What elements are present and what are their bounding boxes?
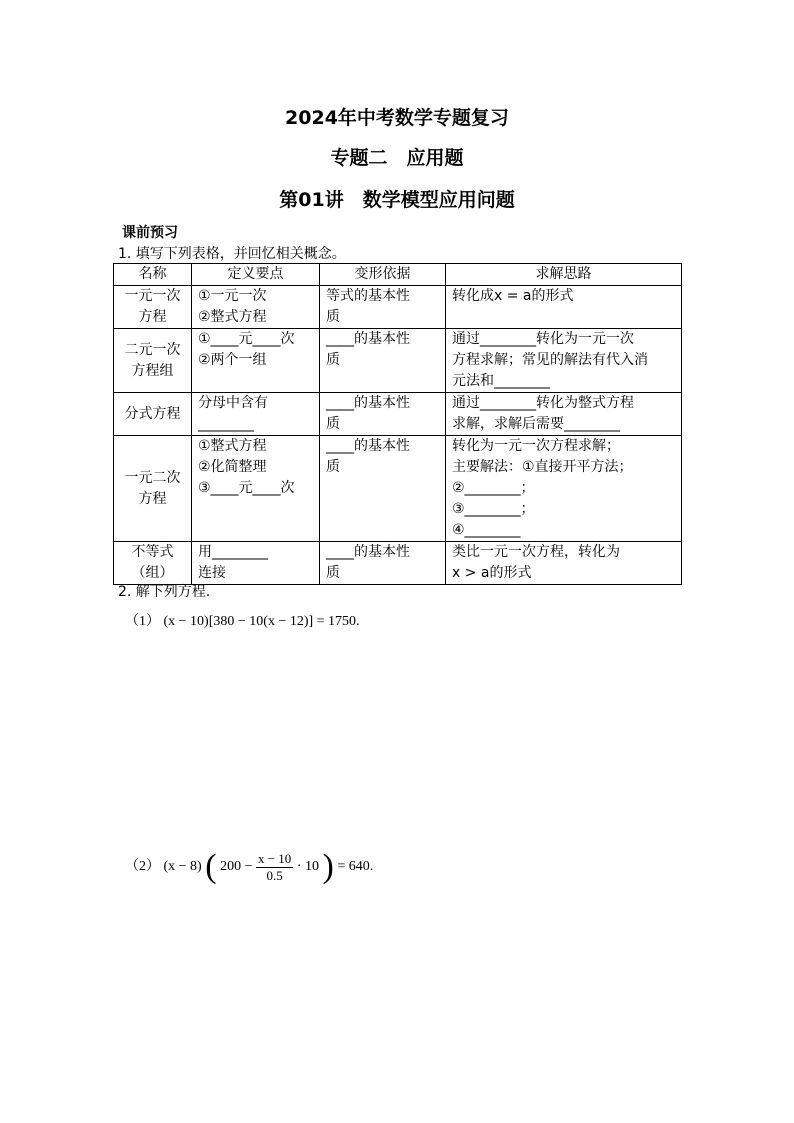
cell-basis bbox=[320, 329, 446, 393]
cell-method bbox=[446, 436, 682, 542]
header-definition: 定义要点 bbox=[192, 264, 320, 286]
equation-2-inner-a: 200 − bbox=[220, 859, 253, 875]
cell-line: 方程 bbox=[138, 490, 167, 507]
header-name: 名称 bbox=[114, 264, 192, 286]
equation-2-right: = 640. bbox=[337, 859, 374, 875]
right-paren-icon: ) bbox=[322, 848, 334, 885]
cell-line: （组） bbox=[131, 565, 174, 581]
table-row bbox=[114, 329, 682, 393]
table-row bbox=[114, 286, 682, 329]
cell-definition bbox=[192, 286, 320, 329]
cell-line: ③________； bbox=[452, 501, 535, 517]
equation-1 bbox=[125, 610, 360, 630]
cell-name bbox=[114, 393, 192, 436]
cell-line: 类比一元一次方程，转化为 bbox=[452, 544, 620, 560]
cell-method bbox=[446, 286, 682, 329]
equation-2-left: (x − 8) bbox=[163, 859, 202, 875]
cell-line: 质 bbox=[326, 416, 340, 432]
cell-line: ③____元____次 bbox=[198, 480, 295, 496]
equation-1-label: （1） bbox=[125, 614, 160, 629]
cell-line: ____的基本性 bbox=[326, 395, 410, 411]
cell-basis bbox=[320, 393, 446, 436]
cell-line: ④________ bbox=[452, 522, 521, 538]
cell-method bbox=[446, 542, 682, 585]
concept-table bbox=[113, 263, 682, 585]
equation-2-fraction bbox=[256, 851, 293, 884]
question-2: 2. 解下列方程. bbox=[118, 584, 211, 600]
lesson-title: 第01讲 数学模型应用问题 bbox=[279, 189, 515, 211]
cell-basis bbox=[320, 542, 446, 585]
fraction-denominator: 0.5 bbox=[266, 867, 283, 883]
cell-line: 求解，求解后需要________ bbox=[452, 416, 620, 432]
table-row bbox=[114, 542, 682, 585]
cell-line: 方程求解；常见的解法有代入消 bbox=[452, 352, 648, 368]
cell-method bbox=[446, 329, 682, 393]
cell-definition bbox=[192, 436, 320, 542]
cell-line: ____的基本性 bbox=[326, 331, 410, 347]
cell-line: ②化简整理 bbox=[198, 459, 267, 475]
cell-line: 方程组 bbox=[131, 362, 174, 379]
cell-line: x > a的形式 bbox=[452, 565, 532, 581]
cell-name bbox=[114, 436, 192, 542]
cell-line: 转化为一元一次方程求解； bbox=[452, 438, 620, 454]
cell-line: ①整式方程 bbox=[198, 438, 267, 454]
cell-line: 分式方程 bbox=[124, 405, 181, 422]
cell-line: 分母中含有 bbox=[198, 395, 268, 411]
cell-line: ①____元____次 bbox=[198, 331, 295, 347]
cell-line: ②________； bbox=[452, 480, 535, 496]
left-paren-icon: ( bbox=[205, 848, 217, 885]
cell-line: ①一元一次 bbox=[198, 288, 267, 304]
cell-line: 一元一次 bbox=[124, 288, 181, 304]
cell-basis bbox=[320, 436, 446, 542]
cell-name bbox=[114, 542, 192, 585]
cell-line: 质 bbox=[326, 459, 340, 475]
cell-line: ____的基本性 bbox=[326, 544, 410, 560]
table-row bbox=[114, 436, 682, 542]
cell-line: ________ bbox=[198, 416, 254, 432]
cell-line: ②整式方程 bbox=[198, 309, 267, 325]
equation-2-inner-b: · 10 bbox=[296, 859, 319, 875]
cell-definition bbox=[192, 393, 320, 436]
section-heading: 课前预习 bbox=[122, 225, 178, 241]
cell-line: 质 bbox=[326, 309, 340, 325]
cell-line: 质 bbox=[326, 352, 340, 368]
cell-line: 通过________转化为整式方程 bbox=[452, 395, 634, 411]
cell-line: ____的基本性 bbox=[326, 438, 410, 454]
header-method: 求解思路 bbox=[446, 264, 682, 286]
cell-line: 元法和________ bbox=[452, 373, 550, 389]
cell-definition bbox=[192, 542, 320, 585]
cell-line: ②两个一组 bbox=[198, 352, 267, 368]
document-title: 2024年中考数学专题复习 bbox=[285, 107, 509, 129]
cell-line: 一元二次 bbox=[124, 469, 181, 486]
table-header-row bbox=[114, 264, 682, 286]
cell-definition bbox=[192, 329, 320, 393]
cell-line: 等式的基本性 bbox=[326, 288, 410, 304]
topic-title: 专题二 应用题 bbox=[330, 147, 464, 169]
equation-2 bbox=[125, 848, 373, 886]
table-row bbox=[114, 393, 682, 436]
cell-line: 主要解法：①直接开平方法； bbox=[452, 459, 633, 475]
cell-line: 不等式 bbox=[131, 544, 174, 560]
cell-line: 质 bbox=[326, 565, 340, 581]
header-basis: 变形依据 bbox=[320, 264, 446, 286]
cell-line: 二元一次 bbox=[124, 341, 181, 358]
fraction-numerator: x − 10 bbox=[257, 850, 292, 866]
cell-line: 通过________转化为一元一次 bbox=[452, 331, 634, 347]
cell-basis bbox=[320, 286, 446, 329]
cell-name bbox=[114, 286, 192, 329]
cell-line: 转化成x = a的形式 bbox=[452, 288, 574, 304]
equation-2-label: （2） bbox=[125, 859, 160, 875]
cell-method bbox=[446, 393, 682, 436]
question-1: 1. 填写下列表格，并回忆相关概念。 bbox=[118, 246, 346, 262]
cell-line: 用________ bbox=[198, 544, 268, 560]
cell-line: 方程 bbox=[138, 309, 167, 325]
equation-1-expression: (x − 10)[380 − 10(x − 12)] = 1750. bbox=[163, 614, 360, 629]
cell-name bbox=[114, 329, 192, 393]
cell-line: 连接 bbox=[198, 565, 226, 581]
